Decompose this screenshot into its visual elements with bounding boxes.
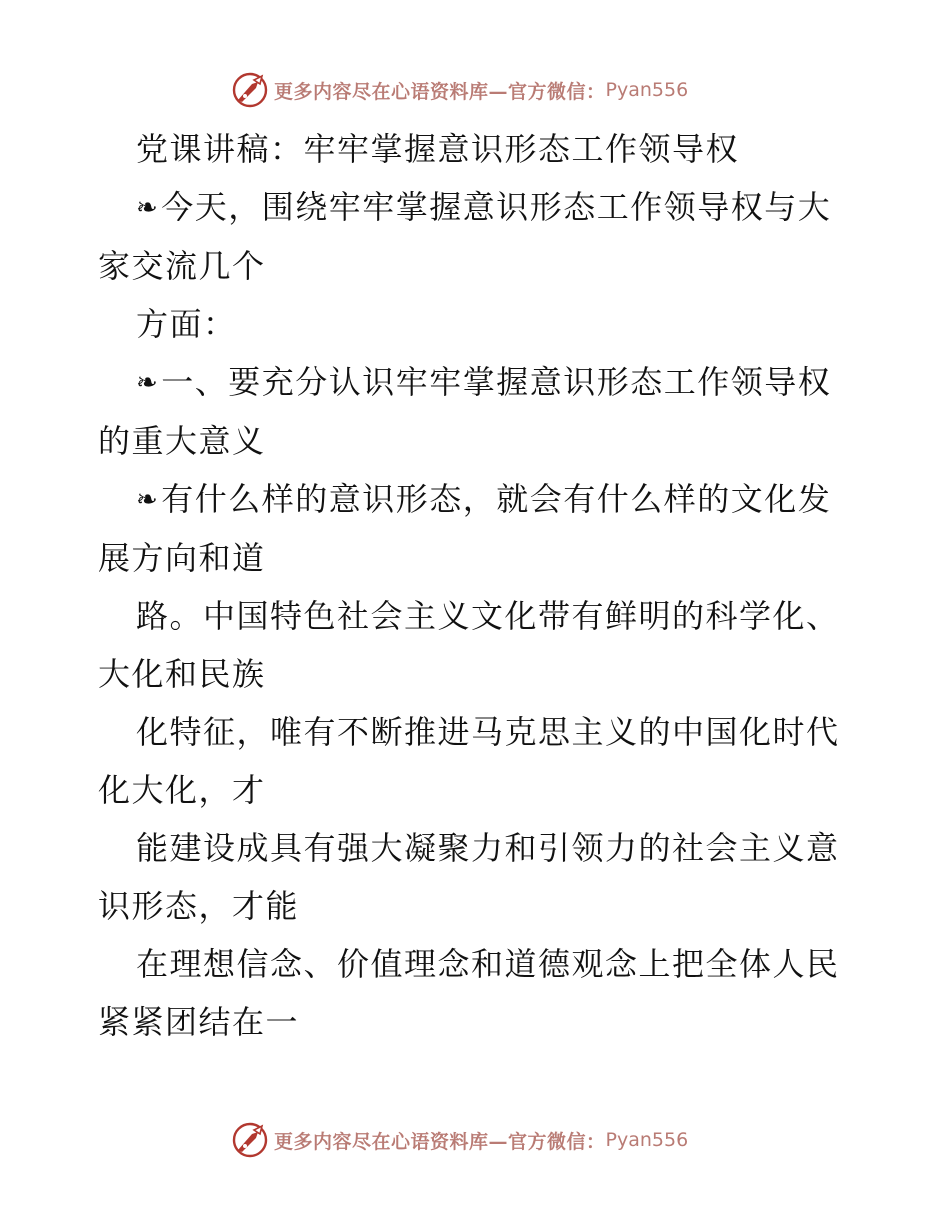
banner-wechat-id: Pyan556 [605,79,689,101]
paragraph [98,178,858,295]
pen-logo-icon [232,1122,268,1158]
banner-text: 更多内容尽在心语资料库—官方微信： [274,1130,606,1153]
paragraph-text: 能建设成具有强大凝聚力和引领力的社会主义意识形态，才能 [98,829,840,925]
banner-text: 更多内容尽在心语资料库—官方微信： [274,80,606,103]
banner-wechat-id: Pyan556 [605,1129,689,1151]
paragraph-text: 有什么样的意识形态，就会有什么样的文化发展方向和道 [98,480,832,577]
footer-banner [232,1120,688,1160]
paragraph-text: 在理想信念、价值理念和道德观念上把全体人民紧紧团结在一 [98,945,840,1041]
paragraph [98,353,858,470]
paragraph-list [98,178,858,1051]
paragraph [98,295,858,353]
paragraph-text: 一、要充分认识牢牢掌握意识形态工作领导权的重大意义 [98,363,832,460]
paragraph [98,703,858,819]
paragraph [98,935,858,1051]
paragraph-text: 今天，围绕牢牢掌握意识形态工作领导权与大家交流几个 [98,188,832,285]
header-banner [232,70,688,110]
paragraph [98,470,858,587]
ornamental-flourish-icon: ❧ [136,485,160,515]
ornamental-flourish-icon: ❧ [136,193,160,223]
paragraph-text: 化特征，唯有不断推进马克思主义的中国化时代化大化，才 [98,713,840,809]
ornamental-flourish-icon: ❧ [136,368,160,398]
pen-logo-icon [232,72,268,108]
paragraph [98,587,858,703]
document-title: 党课讲稿：牢牢掌握意识形态工作领导权 [136,130,740,168]
document-body [98,120,858,1051]
paragraph-text: 路。中国特色社会主义文化带有鲜明的科学化、大化和民族 [98,597,840,693]
paragraph [98,819,858,935]
paragraph-text: 方面： [136,305,237,343]
